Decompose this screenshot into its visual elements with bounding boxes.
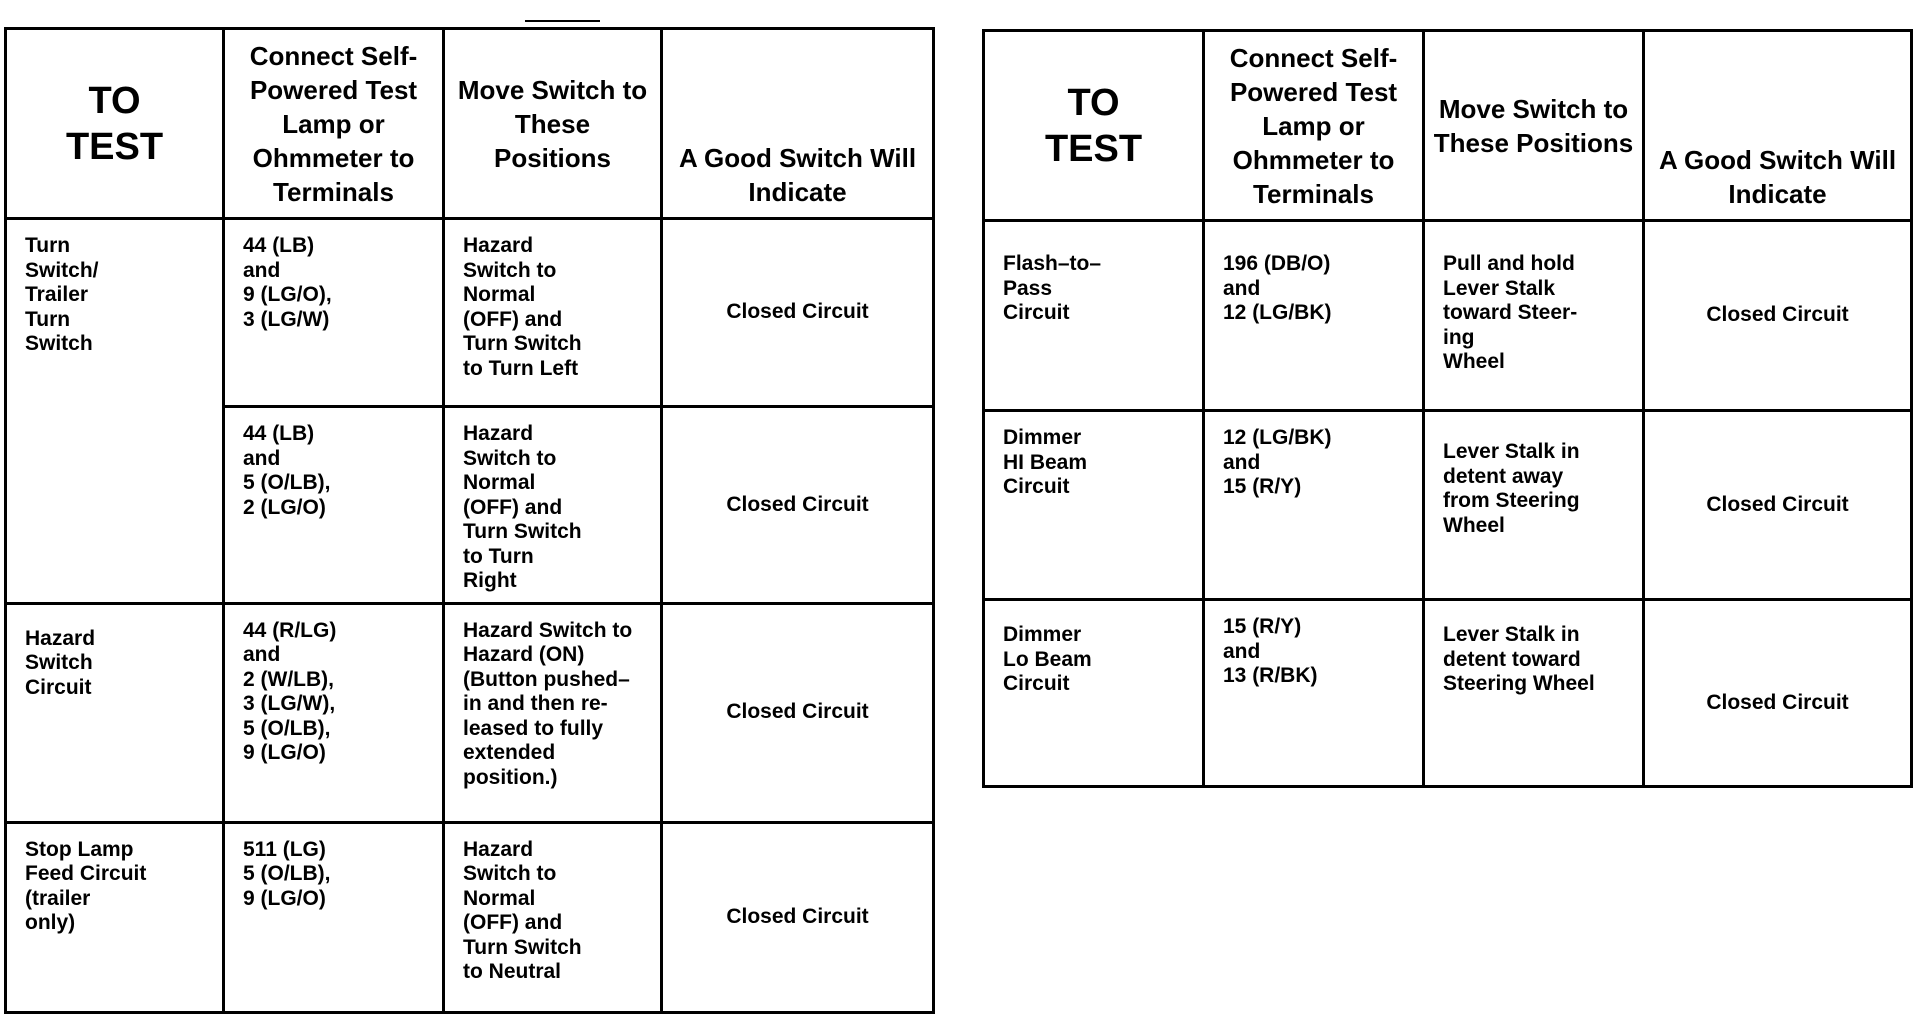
- terminals-cell: 12 (LG/BK) and 15 (R/Y): [1204, 411, 1424, 600]
- terminals-cell: 15 (R/Y) and 13 (R/BK): [1204, 600, 1424, 787]
- switch-test-table-left: [4, 27, 935, 1014]
- terminals-cell: 196 (DB/O) and 12 (LG/BK): [1204, 221, 1424, 411]
- to-test-cell: Stop Lamp Feed Circuit (trailer only): [6, 822, 224, 1012]
- result-cell: Closed Circuit: [662, 407, 934, 604]
- terminals-cell: 44 (R/LG) and 2 (W/LB), 3 (LG/W), 5 (O/LB), 9 (LG/O): [224, 603, 444, 822]
- header-to-test: TO TEST: [6, 29, 224, 219]
- header-good-switch: A Good Switch Will Indicate: [662, 29, 934, 219]
- terminals-cell: 511 (LG) 5 (O/LB), 9 (LG/O): [224, 822, 444, 1012]
- header-connect-terminals: Connect Self-Powered Test Lamp or Ohmmeter to Terminals: [1204, 31, 1424, 221]
- result-cell: Closed Circuit: [662, 822, 934, 1012]
- table-row: [984, 221, 1912, 411]
- result-cell: Closed Circuit: [1644, 600, 1912, 787]
- result-cell: Closed Circuit: [1644, 411, 1912, 600]
- header-row: [6, 29, 934, 219]
- header-move-switch: Move Switch to These Positions: [444, 29, 662, 219]
- to-test-cell: Turn Switch/ Trailer Turn Switch: [6, 219, 224, 604]
- to-test-cell: Dimmer HI Beam Circuit: [984, 411, 1204, 600]
- table-row: [6, 822, 934, 1012]
- to-test-cell: Hazard Switch Circuit: [6, 603, 224, 822]
- terminals-cell: 44 (LB) and 5 (O/LB), 2 (LG/O): [224, 407, 444, 604]
- positions-cell: Hazard Switch to Normal (OFF) and Turn Switch to Turn Right: [444, 407, 662, 604]
- table-row: [6, 219, 934, 407]
- terminals-cell: 44 (LB) and 9 (LG/O), 3 (LG/W): [224, 219, 444, 407]
- header-good-switch: A Good Switch Will Indicate: [1644, 31, 1912, 221]
- result-cell: Closed Circuit: [1644, 221, 1912, 411]
- table-row: [984, 411, 1912, 600]
- to-test-cell: Flash–to– Pass Circuit: [984, 221, 1204, 411]
- positions-cell: Hazard Switch to Normal (OFF) and Turn Switch to Neutral: [444, 822, 662, 1012]
- result-cell: Closed Circuit: [662, 219, 934, 407]
- positions-cell: Hazard Switch to Hazard (ON) (Button pushed– in and then re- leased to fully extended position.): [444, 603, 662, 822]
- table-row: [984, 600, 1912, 787]
- positions-cell: Lever Stalk in detent toward Steering Wheel: [1424, 600, 1644, 787]
- top-rule-fragment: [525, 20, 600, 22]
- positions-cell: Pull and hold Lever Stalk toward Steer- ing Wheel: [1424, 221, 1644, 411]
- to-test-cell: Dimmer Lo Beam Circuit: [984, 600, 1204, 787]
- positions-cell: Hazard Switch to Normal (OFF) and Turn Switch to Turn Left: [444, 219, 662, 407]
- header-row: [984, 31, 1912, 221]
- switch-test-table-right: [982, 29, 1913, 788]
- header-move-switch: Move Switch to These Positions: [1424, 31, 1644, 221]
- result-cell: Closed Circuit: [662, 603, 934, 822]
- header-to-test: TO TEST: [984, 31, 1204, 221]
- positions-cell: Lever Stalk in detent away from Steering Wheel: [1424, 411, 1644, 600]
- table-row: [6, 603, 934, 822]
- header-connect-terminals: Connect Self-Powered Test Lamp or Ohmmeter to Terminals: [224, 29, 444, 219]
